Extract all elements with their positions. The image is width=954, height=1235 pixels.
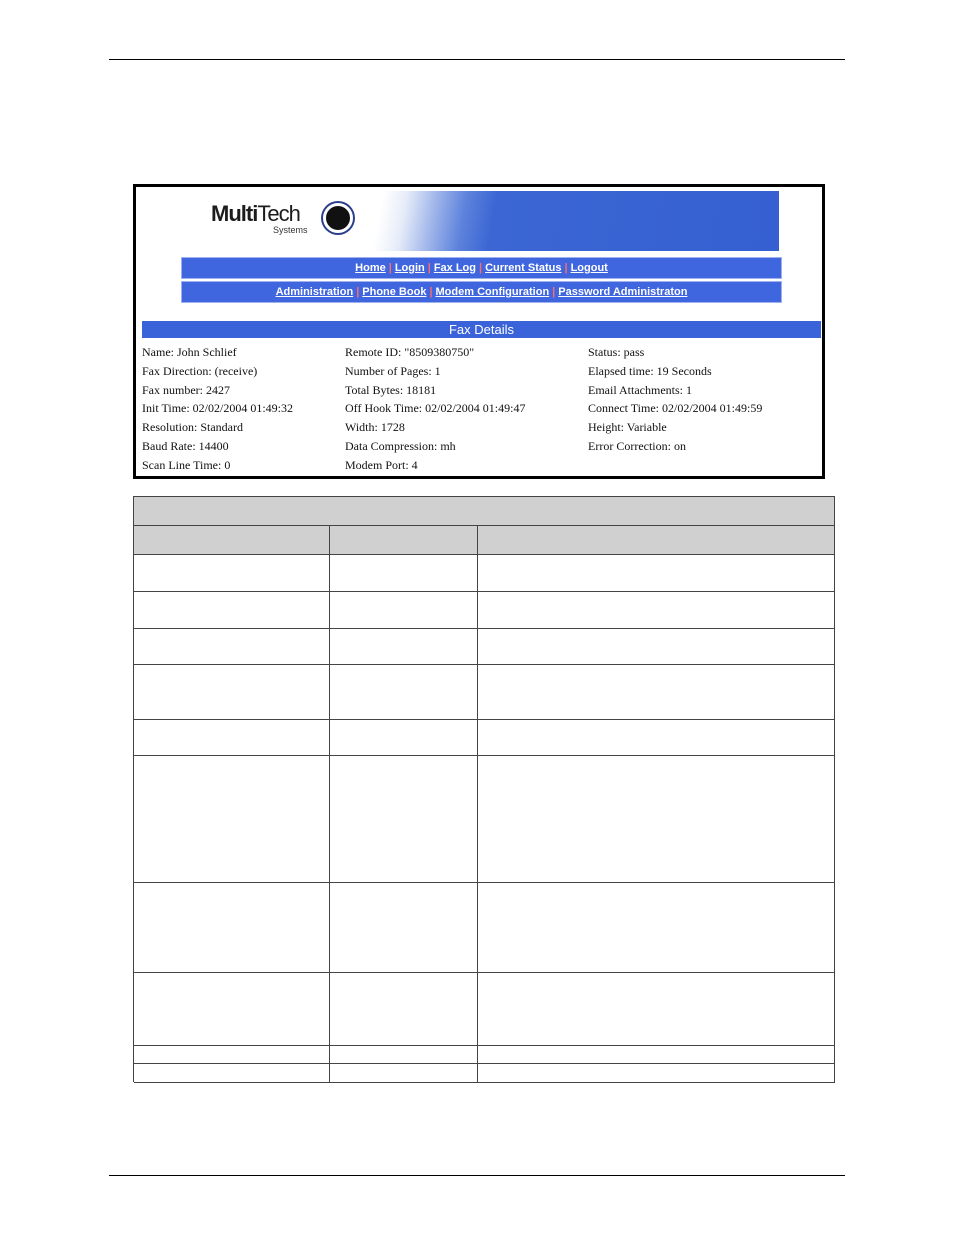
detail-row [142, 364, 822, 383]
table-cell [134, 883, 330, 973]
detail-scan-line-time: Scan Line Time: 0 [142, 457, 231, 472]
table-cell [478, 756, 835, 883]
table-cell [134, 1046, 330, 1064]
fax-details-title: Fax Details [142, 321, 821, 338]
detail-row [142, 420, 822, 439]
detail-connect-time: Connect Time: 02/02/2004 01:49:59 [588, 401, 763, 416]
table-cell [330, 973, 478, 1046]
table-cell [478, 973, 835, 1046]
nav-modem-configuration[interactable]: Modem Configuration [435, 286, 550, 298]
table-cell [330, 629, 478, 665]
primary-nav: Home | Login | Fax Log | Current Status | Logout [181, 257, 782, 279]
fax-details-screenshot [133, 184, 825, 479]
nav-password-administration[interactable]: Password Administraton [558, 286, 688, 298]
detail-status: Status: pass [588, 345, 645, 359]
table-cell [134, 555, 330, 592]
detail-width: Width: 1728 [345, 420, 405, 435]
detail-init-time: Init Time: 02/02/2004 01:49:32 [142, 401, 294, 416]
detail-total-bytes: Total Bytes: 18181 [345, 382, 437, 397]
table-cell [330, 1064, 478, 1083]
detail-error-correction: Error Correction: on [588, 438, 686, 453]
footer-rule [109, 1175, 845, 1176]
table-cell [478, 592, 835, 629]
table-title-row [134, 497, 835, 526]
detail-email-attachments: Email Attachments: 1 [588, 382, 692, 397]
detail-row [142, 458, 822, 477]
detail-number-of-pages: Number of Pages: 1 [345, 363, 441, 378]
detail-off-hook-time: Off Hook Time: 02/02/2004 01:49:47 [345, 401, 526, 416]
multitech-banner [183, 191, 779, 251]
table-cell [134, 1064, 330, 1083]
table-cell [330, 665, 478, 720]
table-cell [478, 720, 835, 756]
table-cell [478, 665, 835, 720]
table-cell [134, 756, 330, 883]
detail-elapsed-time: Elapsed time: 19 Seconds [588, 363, 712, 378]
table-cell [478, 555, 835, 592]
secondary-nav: Administration | Phone Book | Modem Configuration | Password Administraton [181, 281, 782, 303]
table-cell [330, 883, 478, 973]
table-cell [330, 756, 478, 883]
table-cell [330, 555, 478, 592]
table-header-values [330, 526, 478, 555]
table-header-description [478, 526, 835, 555]
detail-name: Name: John Schlief [142, 345, 237, 359]
nav-phone-book[interactable]: Phone Book [362, 286, 427, 298]
table-cell [134, 720, 330, 756]
detail-fax-direction: Fax Direction: (receive) [142, 363, 258, 378]
detail-baud-rate: Baud Rate: 14400 [142, 438, 229, 453]
multitech-logo [211, 201, 308, 235]
logo-globe-icon [323, 203, 353, 233]
detail-data-compression: Data Compression: mh [345, 438, 456, 453]
detail-height: Height: Variable [588, 420, 667, 435]
detail-fax-number: Fax number: 2427 [142, 382, 230, 397]
table-cell [134, 665, 330, 720]
detail-modem-port: Modem Port: 4 [345, 457, 418, 472]
table-cell [134, 629, 330, 665]
nav-login[interactable]: Login [394, 262, 425, 274]
table-header-field [134, 526, 330, 555]
table-cell [478, 1064, 835, 1083]
fax-details-grid [142, 345, 822, 477]
nav-home[interactable]: Home [355, 262, 386, 274]
table-cell [478, 883, 835, 973]
detail-row [142, 345, 822, 364]
table-cell [330, 592, 478, 629]
nav-logout[interactable]: Logout [570, 262, 608, 274]
logo-subtitle: Systems [273, 225, 308, 235]
table-cell [330, 720, 478, 756]
detail-resolution: Resolution: Standard [142, 420, 243, 435]
detail-row [142, 401, 822, 420]
logo-wordmark: MultiTech [211, 201, 300, 226]
table-cell [134, 973, 330, 1046]
table-cell [478, 629, 835, 665]
detail-row [142, 439, 822, 458]
detail-remote-id: Remote ID: "8509380750" [345, 345, 475, 359]
table-cell [134, 592, 330, 629]
table-cell [478, 1046, 835, 1064]
field-description-table [133, 496, 835, 1082]
detail-row [142, 383, 822, 402]
nav-fax-log[interactable]: Fax Log [433, 262, 476, 274]
nav-administration[interactable]: Administration [275, 286, 354, 298]
table-cell [330, 1046, 478, 1064]
header-rule [109, 59, 845, 60]
nav-current-status[interactable]: Current Status [485, 262, 562, 274]
